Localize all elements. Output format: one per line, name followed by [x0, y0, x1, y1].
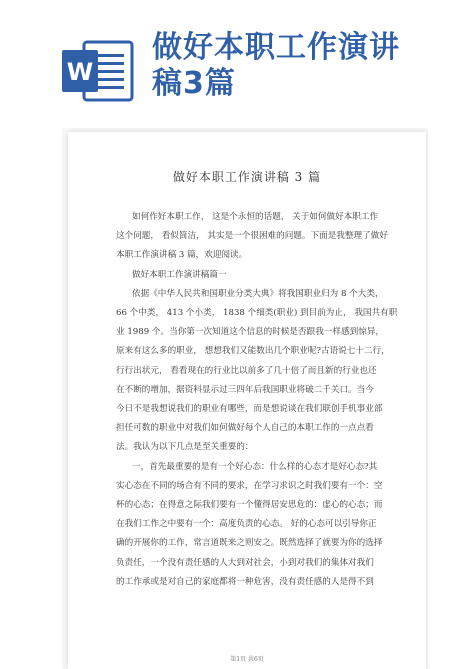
text-line: 的工作承或是对自己的家庭都将一种危害，没有责任感的人是得不到 [116, 576, 374, 587]
text-line: 担任可数的职业中对我们如何做好每个人自己的本职工作的一点点看 [116, 423, 374, 434]
text-line: 本职工作演讲稿 3 篇，欢迎阅读。 [116, 250, 248, 261]
text-line: 如何作好本职工作， 这是个永恒的话题， 关于如何做好本职工作 [132, 212, 379, 222]
header-banner [0, 0, 474, 118]
svg-text:W: W [66, 58, 94, 86]
text-line: 行行出状元， 看看现在的行业比以前多了几十倍了而且新的行业也还 [116, 365, 377, 376]
text-line: 原来有这么多的职业， 想想我们又能数出几个职业呢?古语说七十二行， [116, 346, 390, 357]
word-document-icon [62, 40, 134, 102]
heading-line-1: 做好本职工作演讲 [152, 30, 400, 65]
text-line: 在我们工作之中要有一个：高度负责的心态。 好的心态可以引导你正 [116, 519, 377, 530]
text-line: 杯的心态；在得意之际我们要有一个懂得居安思危的：虚心的心态；而 [116, 500, 383, 511]
document-body [116, 208, 398, 592]
text-line: 业 1989 个。当你第一次知道这个信息的时候是否跟我一样感到惊异， [116, 327, 384, 338]
document-page [68, 132, 426, 669]
text-line: 一，首先最重要的是有一个好心态：什么样的心态才是好心态?其 [132, 461, 378, 472]
heading-line-2: 稿3篇 [152, 66, 236, 101]
page-footer: 第1页 共6页 [230, 656, 264, 663]
document-heading [152, 30, 467, 102]
text-line: 做好本职工作演讲稿篇一 [132, 269, 227, 280]
text-line: 依据《中华人民共和国职业分类大典》将我国职业归为 8 个大类， [132, 288, 384, 299]
text-line: 确的开展你的工作，常言道既来之则安之。既然选择了就要为你的选择 [116, 538, 383, 549]
text-line: 今日不是我想说我们的职业有哪些，而是想说谈在我们联创手机事业部 [116, 404, 383, 415]
text-line: 在不断的增加，据资料显示过三四年后我国职业将破二千关口。当今 [116, 384, 374, 395]
text-line: 66 个中类， 413 个小类， 1838 个细类(职业) 到目前为止， 我国共有职 [116, 308, 398, 319]
text-line: 实心态在不同的场合有不同的要求，在学习求识之时我们要有一个：空 [116, 480, 383, 491]
text-line: 负责任，一个没有责任感的人大到对社会，小到对我们的集体对我们 [116, 557, 374, 568]
text-line: 这个问题， 看似简洁， 其实是一个很困难的问题。下面是我整理了做好 [116, 231, 388, 242]
doc-title: 做好本职工作演讲稿 3 篇 [172, 170, 322, 184]
text-line: 法。我认为以下几点是至关重要的： [116, 442, 254, 453]
